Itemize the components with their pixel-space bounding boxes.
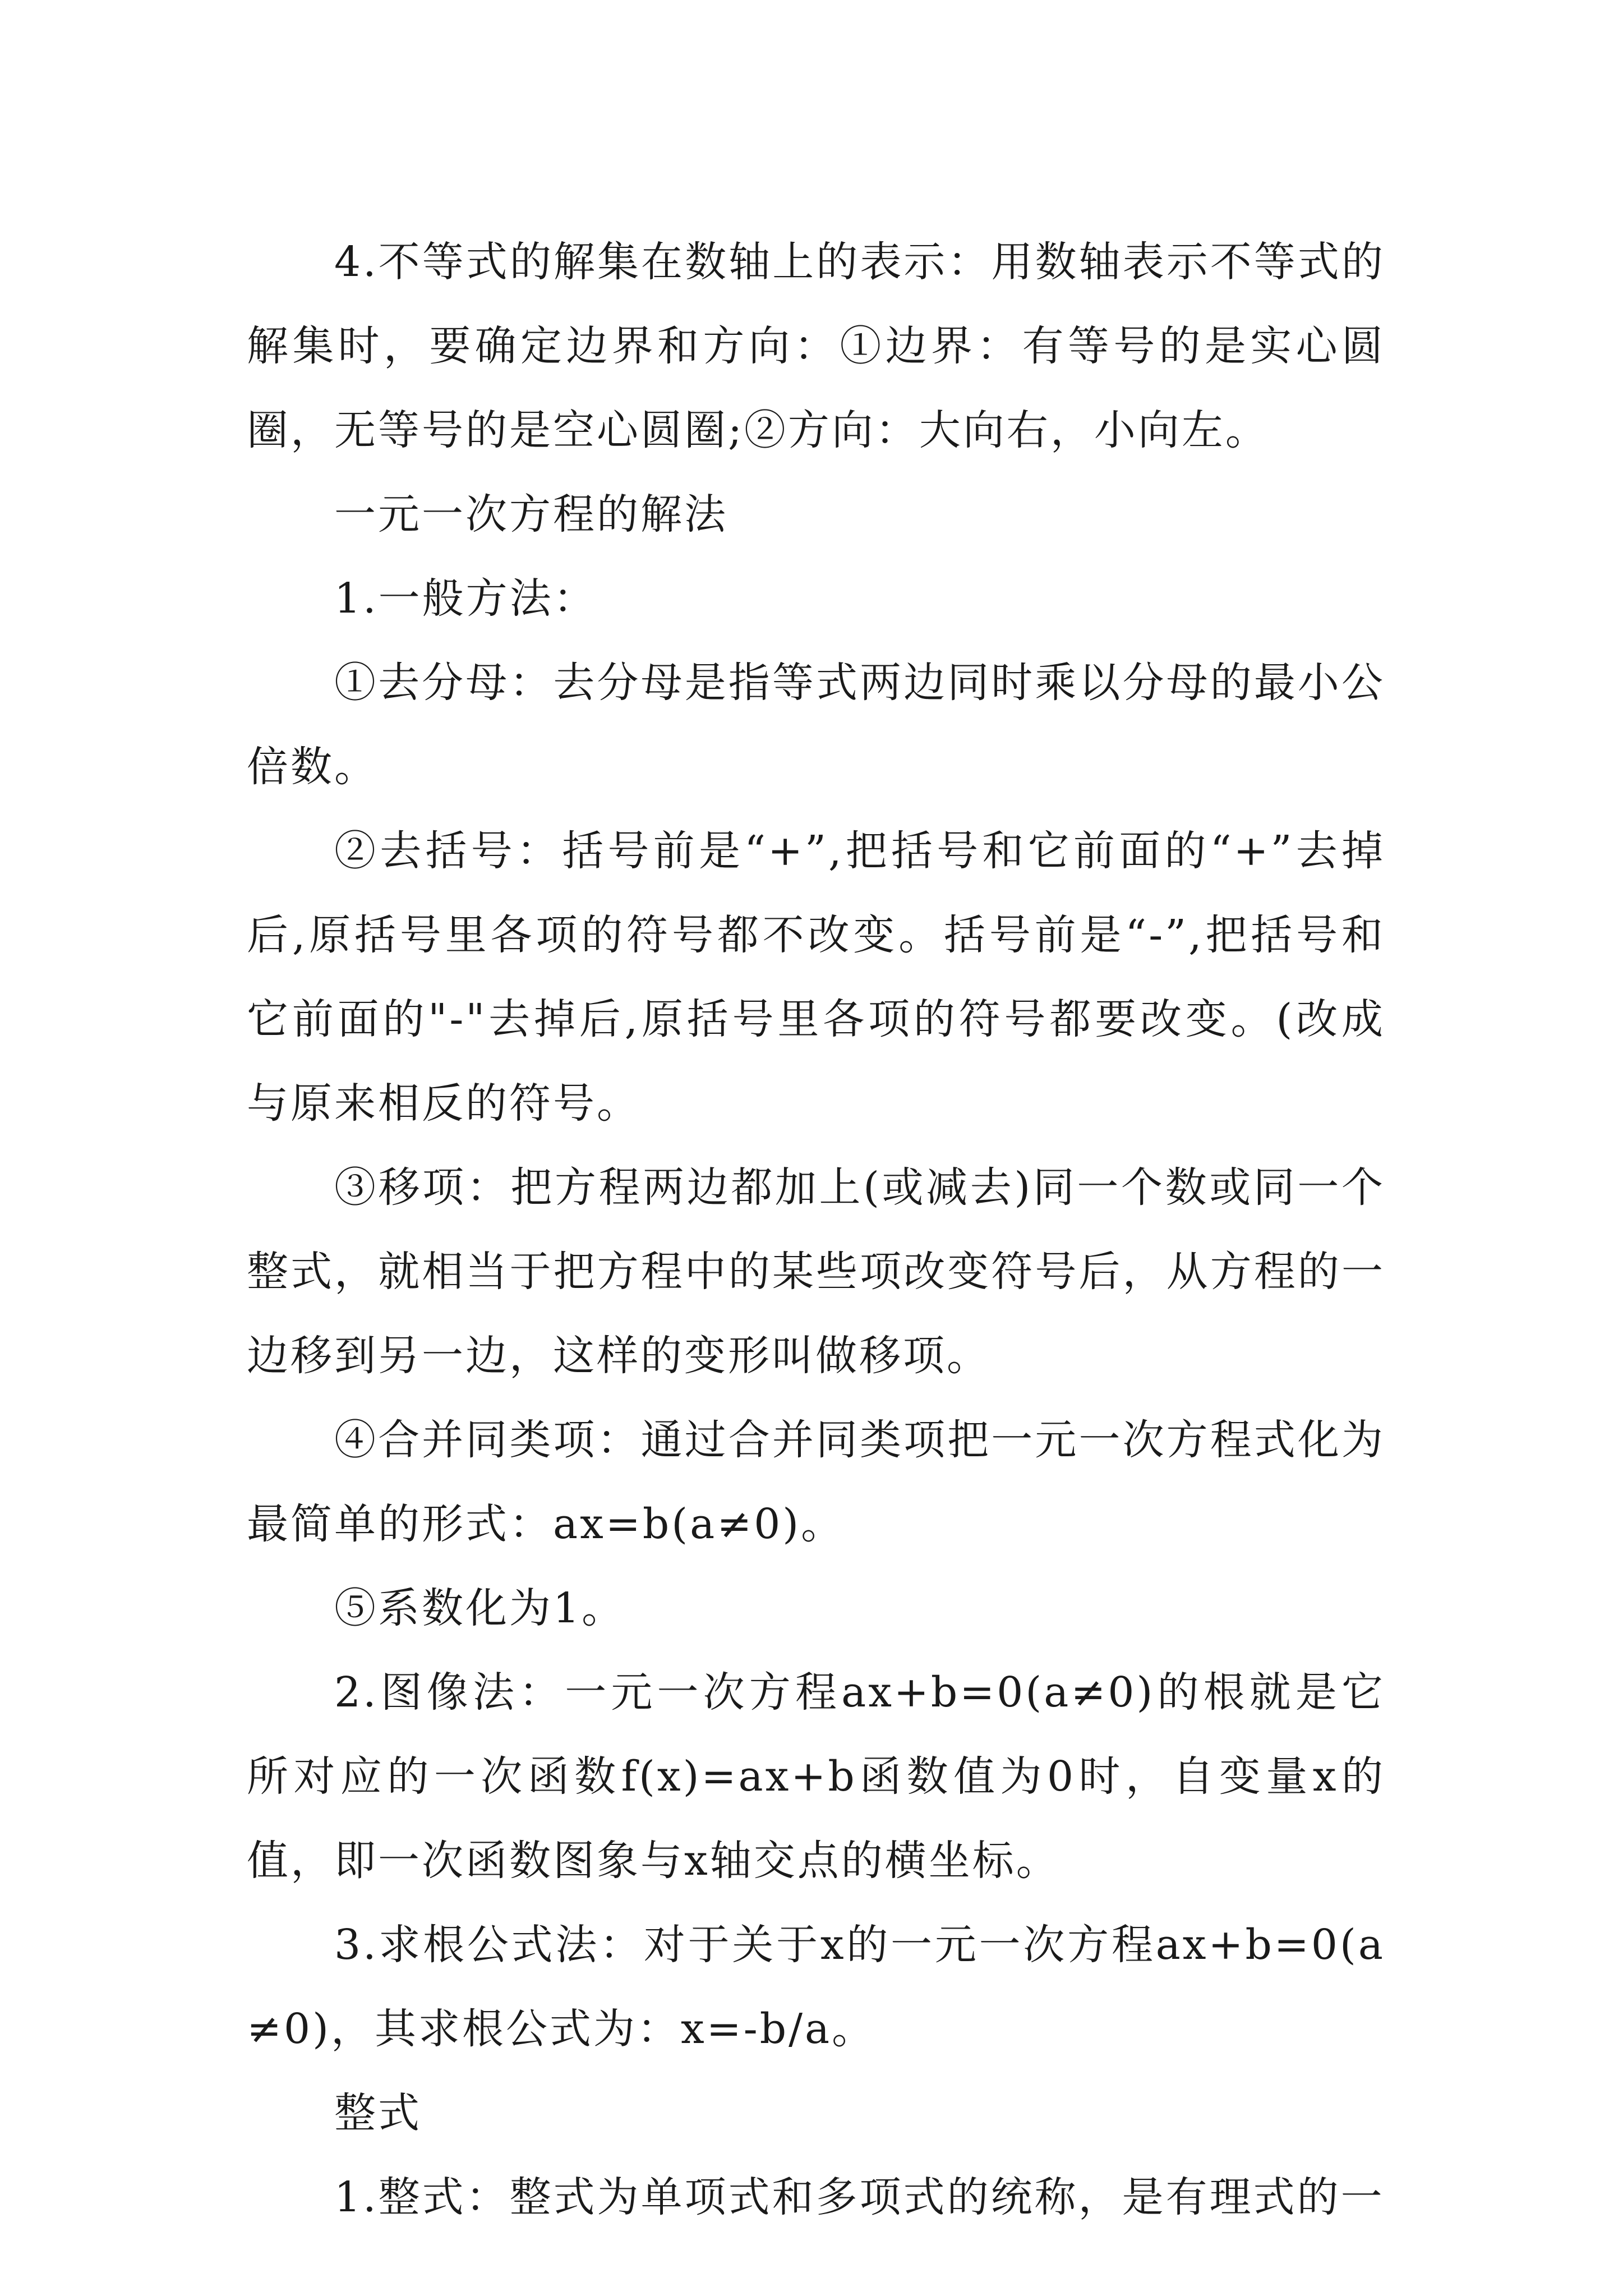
paragraph-transposition: ③移项：把方程两边都加上(或减去)同一个数或同一个整式，就相当于把方程中的某些项改变符号后，从方程的一边移到另一边，这样的变形叫做移项。 <box>247 1163 1385 1380</box>
paragraph-inequality-number-line: 4.不等式的解集在数轴上的表示：用数轴表示不等式的解集时，要确定边界和方向：①边界：有等号的是实心圆圈，无等号的是空心圆圈;②方向：大向右，小向左。 <box>247 238 1385 454</box>
paragraph-polynomial-definition: 1.整式：整式为单项式和多项式的统称，是有理式的一 <box>334 2173 1385 2221</box>
heading-linear-equation-methods: 一元一次方程的解法 <box>334 490 728 539</box>
paragraph-remove-brackets: ②去括号：括号前是“+”,把括号和它前面的“+”去掉后,原括号里各项的符号都不改变。括号前是“-”,把括号和它前面的"-"去掉后,原括号里各项的符号都要改变。(改成与原来相反的符号。 <box>247 827 1385 1128</box>
paragraph-general-method: 1.一般方法： <box>334 574 597 623</box>
paragraph-coefficient-to-one: ⑤系数化为1。 <box>334 1584 626 1632</box>
paragraph-root-formula: 3.求根公式法：对于关于x的一元一次方程ax+b=0(a≠0)，其求根公式为：x=-b/a。 <box>247 1921 1385 2053</box>
paragraph-remove-denominator: ①去分母：去分母是指等式两边同时乘以分母的最小公倍数。 <box>247 659 1385 791</box>
paragraph-graphing-method: 2.图像法：一元一次方程ax+b=0(a≠0)的根就是它所对应的一次函数f(x)=ax+b函数值为0时，自变量x的值，即一次函数图象与x轴交点的横坐标。 <box>247 1668 1385 1885</box>
heading-polynomial: 整式 <box>334 2089 422 2137</box>
document-body <box>247 220 1385 2239</box>
paragraph-combine-like-terms: ④合并同类项：通过合并同类项把一元一次方程式化为最简单的形式：ax=b(a≠0)。 <box>247 1416 1385 1548</box>
